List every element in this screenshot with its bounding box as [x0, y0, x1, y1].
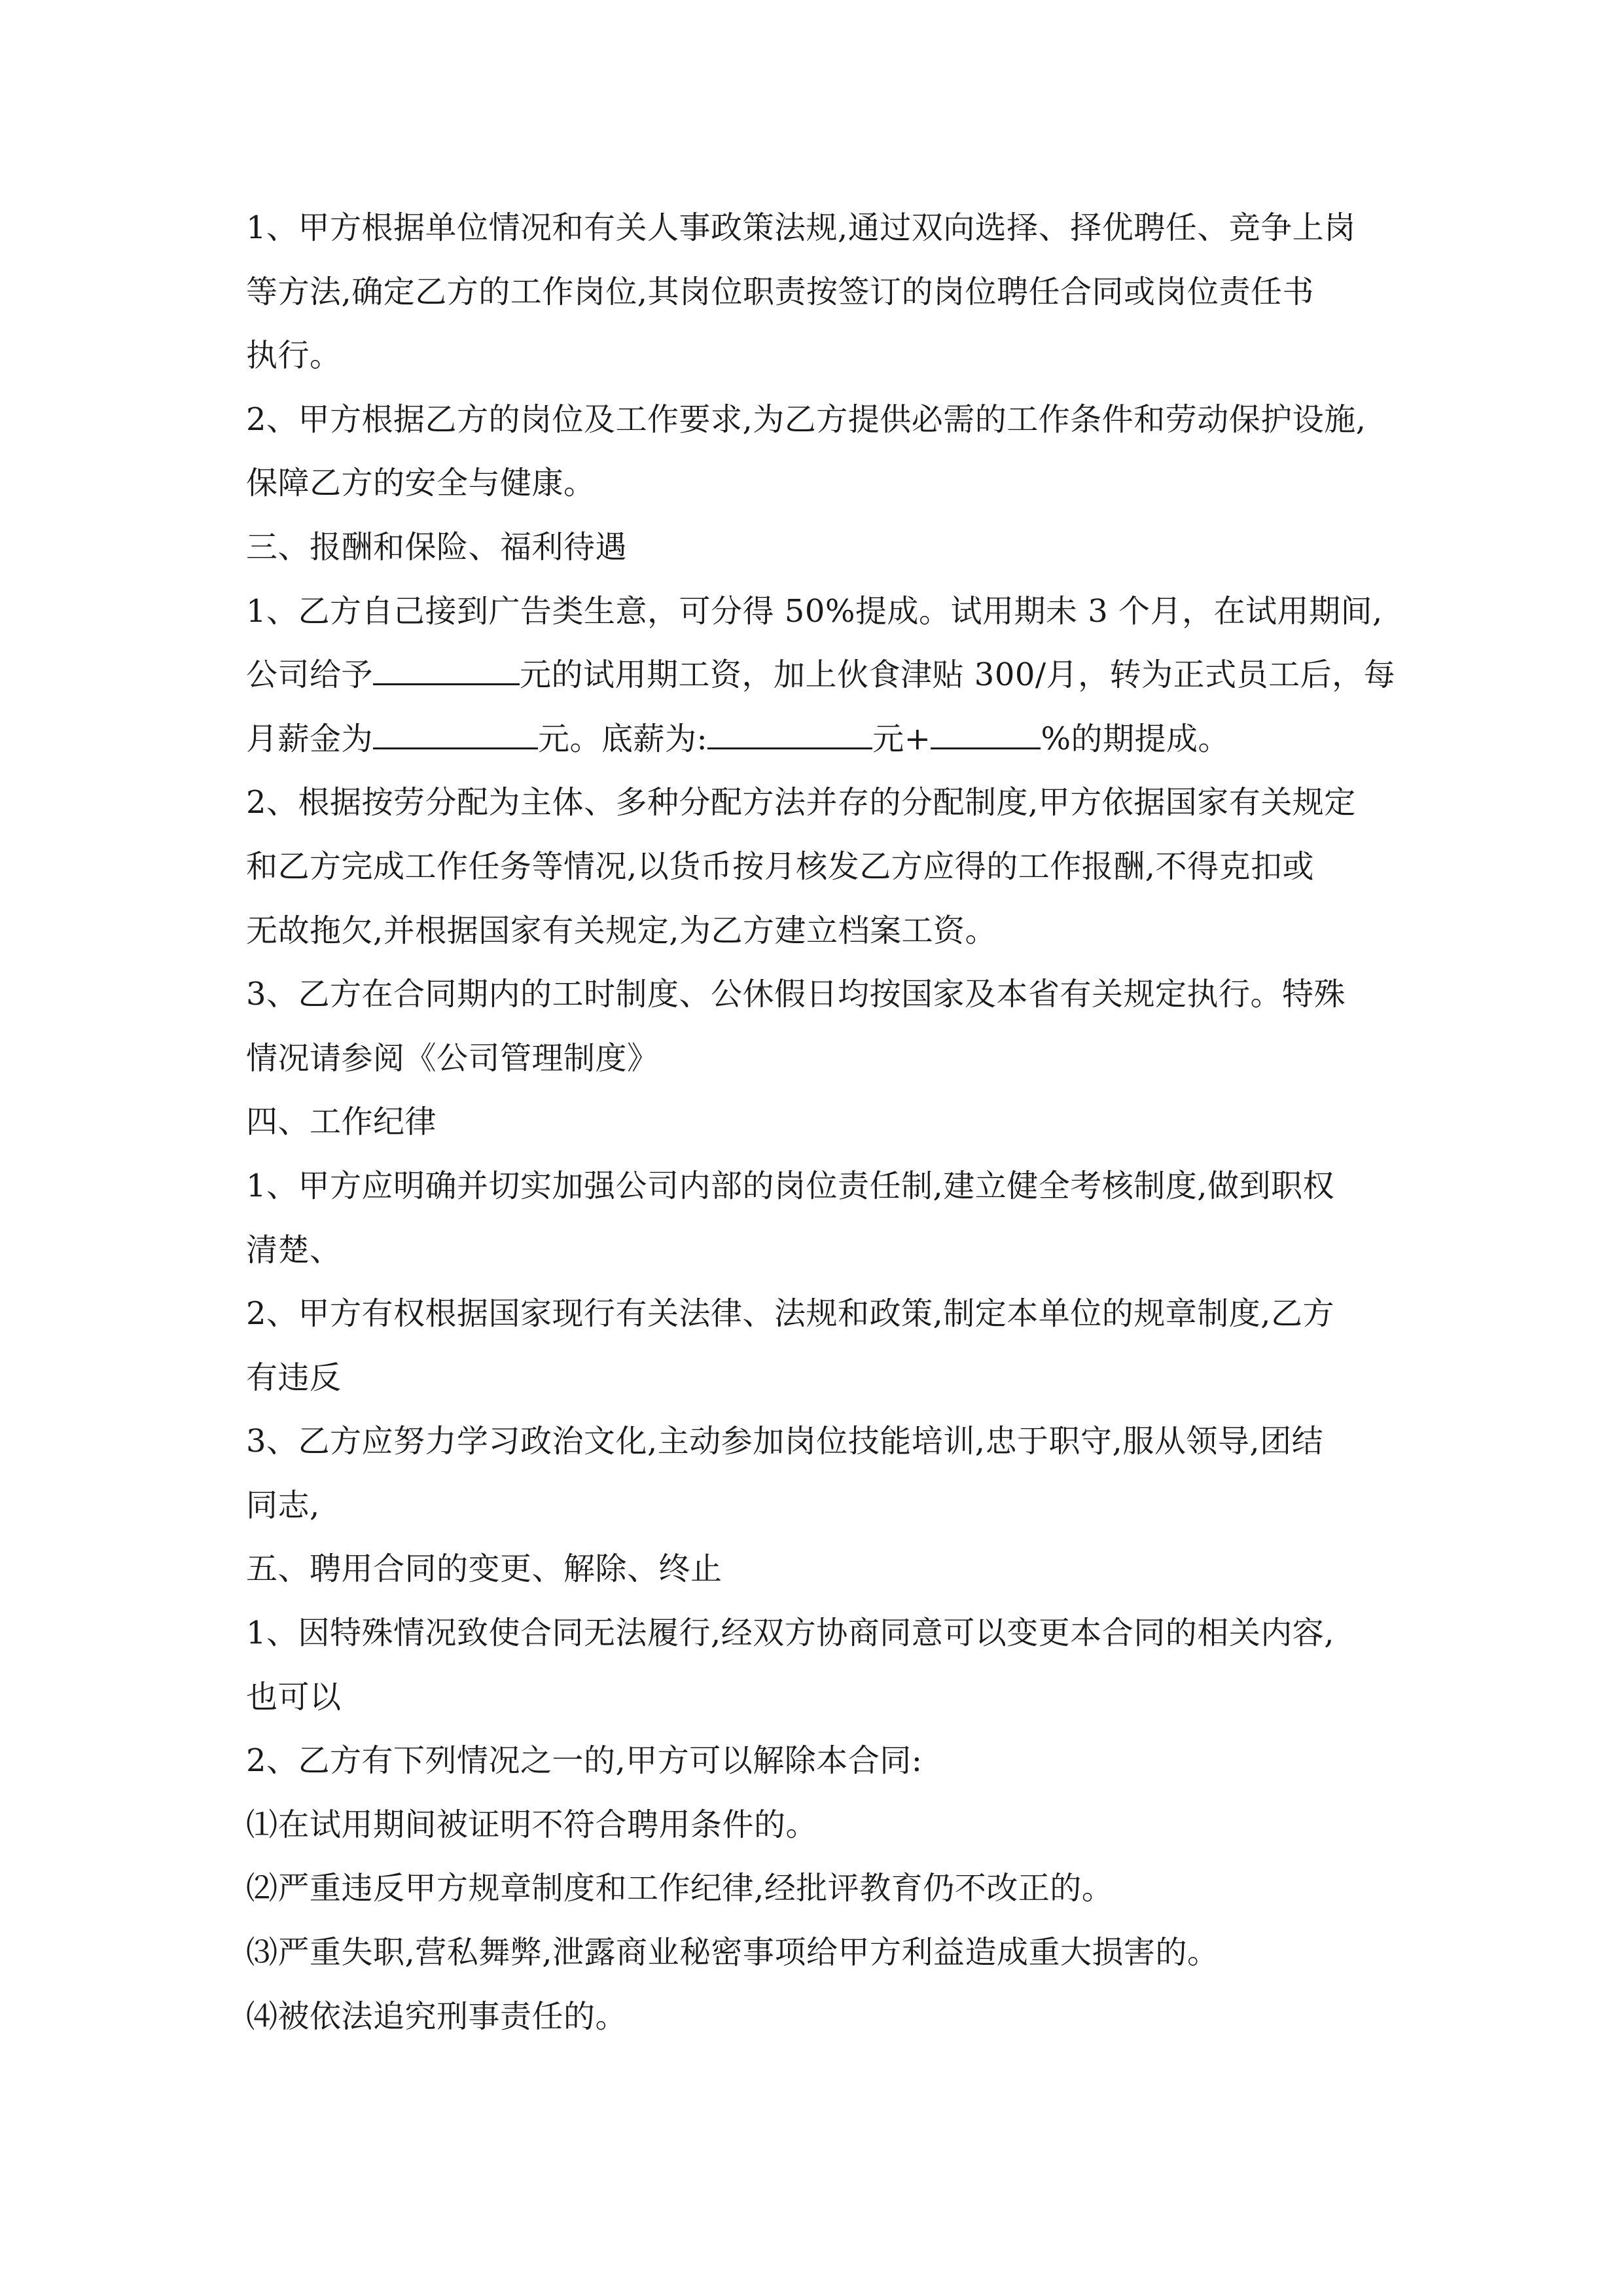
- blank-field-monthly-salary: [373, 715, 538, 749]
- text-line: 2、根据按劳分配为主体、多种分配方法并存的分配制度,甲方依据国家有关规定: [246, 784, 1356, 821]
- list-item: ⑵严重违反甲方规章制度和工作纪律,经批评教育仍不改正的。: [246, 1870, 1114, 1907]
- text-line: 同志,: [246, 1486, 320, 1524]
- text-line: 1、乙方自己接到广告类生意，可分得 50%提成。试用期未 3 个月，在试用期间,: [246, 592, 1383, 630]
- text-line: 保障乙方的安全与健康。: [246, 465, 596, 502]
- section-heading: 五、聘用合同的变更、解除、终止: [246, 1551, 722, 1588]
- text-line: 情况请参阅《公司管理制度》: [246, 1039, 659, 1077]
- text-line: 2、甲方根据乙方的岗位及工作要求,为乙方提供必需的工作条件和劳动保护设施,: [246, 401, 1366, 438]
- list-item: ⑴在试用期间被证明不符合聘用条件的。: [246, 1806, 818, 1843]
- text-line: 也可以: [246, 1678, 342, 1715]
- text-line: 1、因特殊情况致使合同无法履行,经双方协商同意可以变更本合同的相关内容,: [246, 1615, 1335, 1652]
- text-line: 清楚、: [246, 1231, 342, 1268]
- text-line: 1、甲方应明确并切实加强公司内部的岗位责任制,建立健全考核制度,做到职权: [246, 1167, 1335, 1204]
- blank-field-base-salary: [707, 715, 872, 749]
- text-line: 2、乙方有下列情况之一的,甲方可以解除本合同:: [246, 1742, 923, 1780]
- salary-text-a: 公司给予: [246, 656, 374, 694]
- section-heading: 四、工作纪律: [246, 1103, 437, 1141]
- list-item: ⑷被依法追究刑事责任的。: [246, 1998, 628, 2035]
- salary-line: [246, 643, 1398, 708]
- text-line: 等方法,确定乙方的工作岗位,其岗位职责按签订的岗位聘任合同或岗位责任书: [246, 273, 1315, 310]
- text-line: 1、甲方根据单位情况和有关人事政策法规,通过双向选择、择优聘任、竞争上岗: [246, 209, 1356, 246]
- text-line: 执行。: [246, 337, 342, 374]
- document-body: [246, 196, 1398, 2049]
- list-item: ⑶严重失职,营私舞弊,泄露商业秘密事项给甲方利益造成重大损害的。: [246, 1934, 1219, 1971]
- text-line: 3、乙方在合同期内的工时制度、公休假日均按国家及本省有关规定执行。特殊: [246, 976, 1346, 1013]
- section-heading: 三、报酬和保险、福利待遇: [246, 528, 628, 565]
- pay-text-d: %的期提成。: [1041, 720, 1230, 757]
- pay-line: [246, 708, 1398, 772]
- text-line: 和乙方完成工作任务等情况,以货币按月核发乙方应得的工作报酬,不得克扣或: [246, 848, 1315, 885]
- text-line: 有违反: [246, 1359, 342, 1396]
- pay-text-a: 月薪金为: [246, 720, 374, 757]
- pay-text-b: 元。底薪为:: [538, 720, 708, 757]
- text-line: 无故拖欠,并根据国家有关规定,为乙方建立档案工资。: [246, 912, 997, 949]
- salary-text-b: 元的试用期工资，加上伙食津贴 300/月，转为正式员工后，每: [520, 656, 1396, 694]
- pay-text-c: 元+: [872, 720, 931, 757]
- blank-field-commission-rate: [931, 715, 1041, 749]
- text-line: 3、乙方应努力学习政治文化,主动参加岗位技能培训,忠于职守,服从领导,团结: [246, 1423, 1324, 1460]
- text-line: 2、甲方有权根据国家现行有关法律、法规和政策,制定本单位的规章制度,乙方: [246, 1295, 1335, 1333]
- blank-field-trial-salary: [373, 651, 520, 685]
